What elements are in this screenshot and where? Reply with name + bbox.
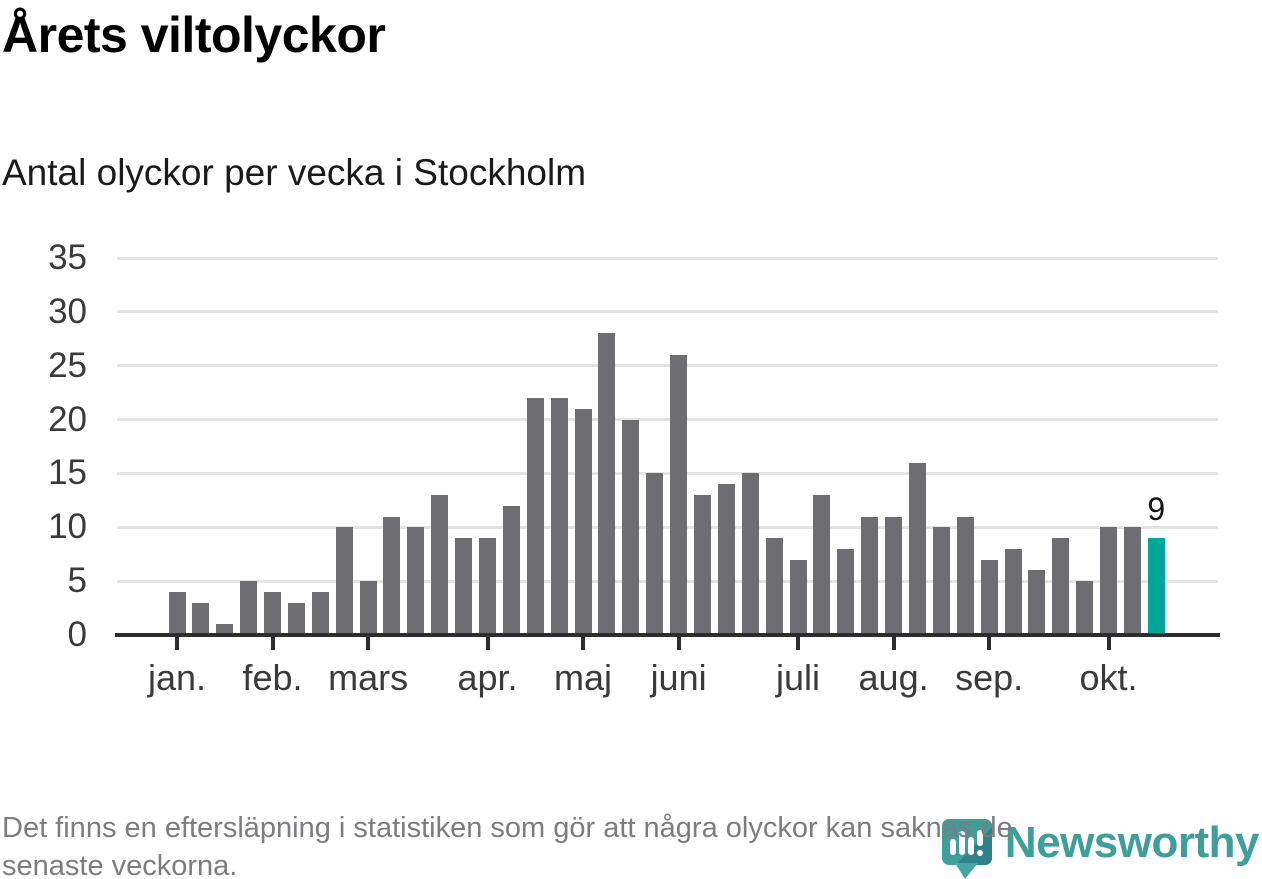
y-axis-label-25: 25: [48, 345, 87, 385]
newsworthy-wordmark: Newsworthy: [1004, 818, 1259, 867]
bar-week: [861, 517, 878, 635]
bar-week: [503, 506, 520, 635]
bar-week: [837, 549, 854, 635]
bar-week: [1124, 527, 1141, 635]
bar-week: [312, 592, 329, 635]
bar-week: [909, 463, 926, 635]
bar-week: [718, 484, 735, 635]
chart-title: Årets viltolyckor: [2, 7, 386, 63]
x-axis-tick-okt: [1107, 637, 1111, 650]
bar-week-highlighted: [1148, 538, 1165, 635]
x-axis-label-juni: juni: [650, 657, 707, 698]
bar-week: [981, 560, 998, 635]
bar-week: [1076, 581, 1093, 635]
gridline-35: [117, 257, 1218, 260]
x-axis-tick-apr: [486, 637, 490, 650]
bar-week: [169, 592, 186, 635]
x-axis-label-maj: maj: [554, 657, 613, 698]
bar-week: [288, 603, 305, 635]
bar-week: [790, 560, 807, 635]
y-axis-label-35: 35: [48, 238, 87, 278]
x-axis-tick-jan: [175, 637, 179, 650]
y-axis-label-10: 10: [48, 507, 87, 547]
bar-week: [1028, 570, 1045, 635]
plot-area: [48, 238, 1218, 698]
x-axis-tick-maj: [581, 637, 585, 650]
bar-week: [192, 603, 209, 635]
bar-week: [264, 592, 281, 635]
bar-week: [694, 495, 711, 635]
bar-week: [336, 527, 353, 635]
bar-week: [670, 355, 687, 635]
bar-week: [1005, 549, 1022, 635]
bar-week: [766, 538, 783, 635]
bar-week: [933, 527, 950, 635]
bar-week: [527, 398, 544, 635]
bar-week: [575, 409, 592, 635]
y-axis-label-0: 0: [67, 615, 87, 654]
x-axis-tick-sep: [987, 637, 991, 650]
x-axis-tick-mars: [366, 637, 370, 650]
x-axis-tick-juni: [677, 637, 681, 650]
y-axis-label-5: 5: [67, 561, 87, 601]
y-axis-label-15: 15: [48, 453, 87, 493]
x-axis-tick-feb: [271, 637, 275, 650]
gridline-15: [117, 472, 1218, 475]
bar-week: [455, 538, 472, 635]
gridline-10: [117, 526, 1218, 529]
bar-week: [957, 517, 974, 635]
x-axis-label-aug: aug.: [858, 657, 929, 698]
bar-week: [407, 527, 424, 635]
y-axis-label-30: 30: [48, 291, 87, 331]
gridline-25: [117, 364, 1218, 367]
bar-week: [383, 517, 400, 635]
bar-week: [240, 581, 257, 635]
x-axis-label-juli: juli: [776, 657, 821, 698]
x-axis-label-sep: sep.: [955, 657, 1024, 698]
x-axis-label-apr: apr.: [457, 657, 518, 698]
x-axis-tick-juli: [796, 637, 800, 650]
gridline-20: [117, 418, 1218, 421]
x-axis-label-okt: okt.: [1079, 657, 1138, 698]
bar-week: [1100, 527, 1117, 635]
bar-week: [885, 517, 902, 635]
bar-week: [646, 473, 663, 635]
footnote-line-1: Det finns en eftersläpning i statistiken som gör att några olyckor kan saknas de: [2, 812, 1013, 844]
y-axis-label-20: 20: [48, 399, 87, 439]
bar-week: [360, 581, 377, 635]
bar-week: [1052, 538, 1069, 635]
bar-week: [813, 495, 830, 635]
chart-subtitle: Antal olyckor per vecka i Stockholm: [2, 152, 587, 193]
highlight-value-label: 9: [1147, 491, 1166, 528]
x-axis-line: [115, 633, 1220, 637]
x-axis-label-mars: mars: [328, 657, 409, 698]
bar-week: [742, 473, 759, 635]
x-axis-label-feb: feb.: [242, 657, 303, 698]
x-axis-label-jan: jan.: [147, 657, 207, 698]
bar-week: [551, 398, 568, 635]
gridline-30: [117, 310, 1218, 313]
bar-week: [479, 538, 496, 635]
bar-week: [598, 333, 615, 635]
bar-week: [431, 495, 448, 635]
x-axis-tick-aug: [892, 637, 896, 650]
bar-week: [622, 420, 639, 635]
footnote: [2, 809, 1013, 879]
footnote-line-2: senaste veckorna.: [2, 850, 238, 879]
